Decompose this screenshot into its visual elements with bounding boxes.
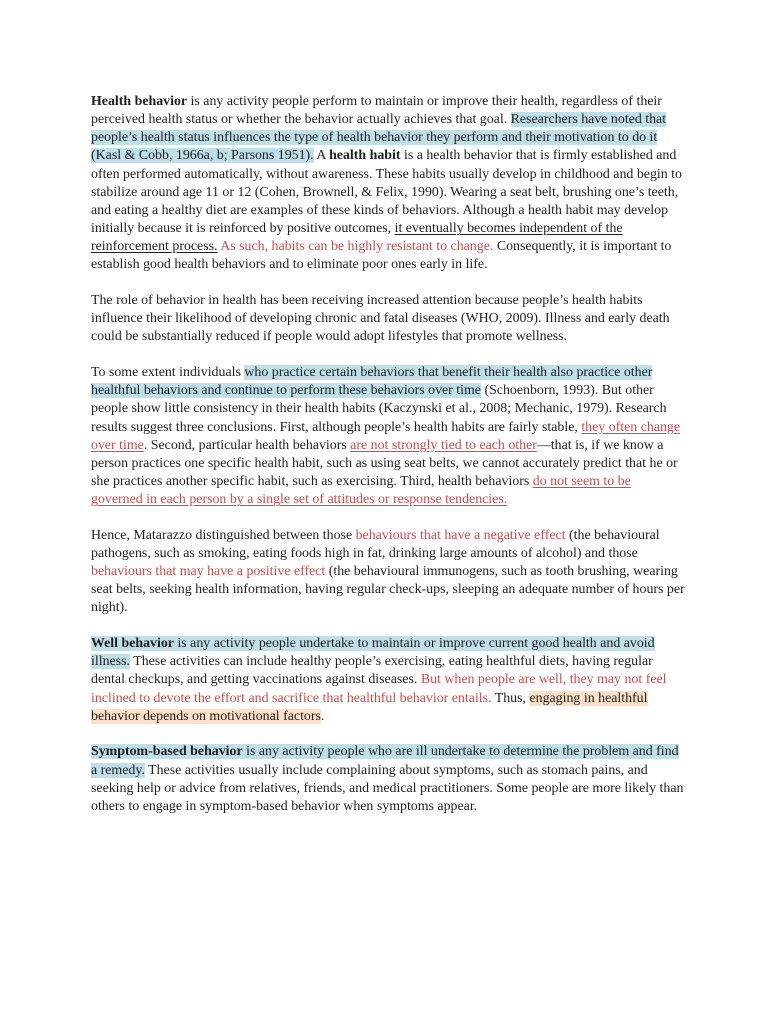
text-span: The role of behavior in health has been receiving increased attention because people’s health habits influence their likelihood of developing chronic and fatal diseases (WHO, 2009). Illness and early death could be substantially reduced if people would adopt lifestyles that promote wellness. bbox=[91, 293, 670, 345]
underline-reinforcement: it eventually becomes independent of the reinforcement process. bbox=[91, 221, 623, 255]
text-span: Consequently, it is important to establish good health behaviors and to eliminate poor ones early in life. bbox=[91, 239, 672, 273]
term-well-behavior: Well behavior bbox=[91, 636, 174, 652]
red-negative-effect: behaviours that have a negative effect bbox=[355, 527, 566, 543]
red-not-inclined: But when people are well, they may not feel inclined to devote the effort and sacrifice that healthful behavior entails. bbox=[91, 672, 667, 706]
red-positive-effect: behaviours that may have a positive effect bbox=[91, 564, 326, 580]
paragraph-symptom-based-behavior bbox=[91, 743, 685, 816]
highlight-healthful-behaviors: who practice certain behaviors that benefit their health also practice other healthful behaviors and continue to perform these behaviors over time bbox=[91, 365, 653, 399]
text-span: These activities can include healthy people’s exercising, eating healthful diets, having regular dental checkups, and getting vaccinations against diseases. bbox=[91, 654, 653, 688]
text-span: . Second, particular health behaviors bbox=[143, 437, 351, 453]
text-span: (Schoenborn, 1993). But other people show little consistency in their health habits (Kaczynski et al., 2008; Mechanic, 1979). Research results suggest three conclusions. First, although people’s health habits are fairly stable, bbox=[91, 383, 667, 435]
text-span: A bbox=[313, 148, 330, 164]
highlight-researchers: Researchers have noted that people’s health status influences the type of health behavior they perform and their motivation to do it (Kasl & Cobb, 1966a, b; Parsons 1951). bbox=[91, 112, 667, 164]
paragraph-well-behavior bbox=[91, 635, 685, 726]
paragraph-consistency bbox=[91, 364, 685, 509]
term-symptom-based-behavior: Symptom-based behavior bbox=[91, 744, 243, 760]
text-span: Thus, bbox=[491, 690, 530, 706]
text-span: is any activity people who are ill undertake to determine the problem and find a remedy. bbox=[91, 744, 679, 778]
text-span: These activities usually include complaining about symptoms, such as stomach pains, and seeking help or advice from relatives, friends, and medical practitioners. Some people are more likely than others to engage in symptom-based behavior when symptoms appear. bbox=[91, 762, 684, 814]
text-span: . bbox=[320, 708, 325, 724]
text-span: Hence, Matarazzo distinguished between those bbox=[91, 527, 356, 543]
term-health-behavior: Health behavior bbox=[91, 94, 188, 109]
red-underline-not-tied: are not strongly tied to each other bbox=[350, 437, 537, 453]
text-span: is any activity people perform to maintain or improve their health, regardless of their perceived health status or whether the behavior actually achieves that goal. bbox=[91, 94, 662, 128]
red-underline-change-over-time: they often change over time bbox=[91, 419, 681, 453]
document-body bbox=[91, 93, 685, 833]
paragraph-role-of-behavior bbox=[91, 292, 685, 346]
highlight-motivational-factors: engaging in healthful behavior depends on motivational factors bbox=[91, 690, 648, 724]
red-underline-not-governed: do not seem to be governed in each person by a single set of attitudes or response tendencies. bbox=[91, 473, 631, 508]
text-span: is a health behavior that is firmly established and often performed automatically, without awareness. These habits usually develop in childhood and begin to stabilize around age 11 or 12 (Cohen, Brownell, & Felix, 1990). Wearing a seat belt, brushing one’s teeth, and eating a healthy diet are examples of these kinds of behaviors. Although a health habit may develop initially because it is reinforced by positive outcomes, bbox=[91, 148, 682, 237]
text-span: (the behavioural immunogens, such as tooth brushing, wearing seat belts, seeking health information, having regular check-ups, sleeping an adequate number of hours per night). bbox=[91, 564, 685, 616]
text-span: To some extent individuals bbox=[91, 365, 245, 381]
text-span: is any activity people undertake to maintain or improve current good health and avoid illness. bbox=[91, 636, 655, 670]
text-span: (the behavioural pathogens, such as smoking, eating foods high in fat, drinking large amounts of alcohol) and those bbox=[91, 527, 660, 561]
term-health-habit: health habit bbox=[329, 148, 401, 164]
paragraph-health-behavior bbox=[91, 93, 685, 275]
text-span: —that is, if we know a person practices one specific health habit, such as using seat belts, we cannot accurately predict that he or she practices another specific habit, such as exercising. Third, health behaviors bbox=[91, 437, 678, 489]
paragraph-matarazzo bbox=[91, 527, 685, 618]
red-resistant-to-change: As such, habits can be highly resistant to change. bbox=[217, 239, 494, 255]
